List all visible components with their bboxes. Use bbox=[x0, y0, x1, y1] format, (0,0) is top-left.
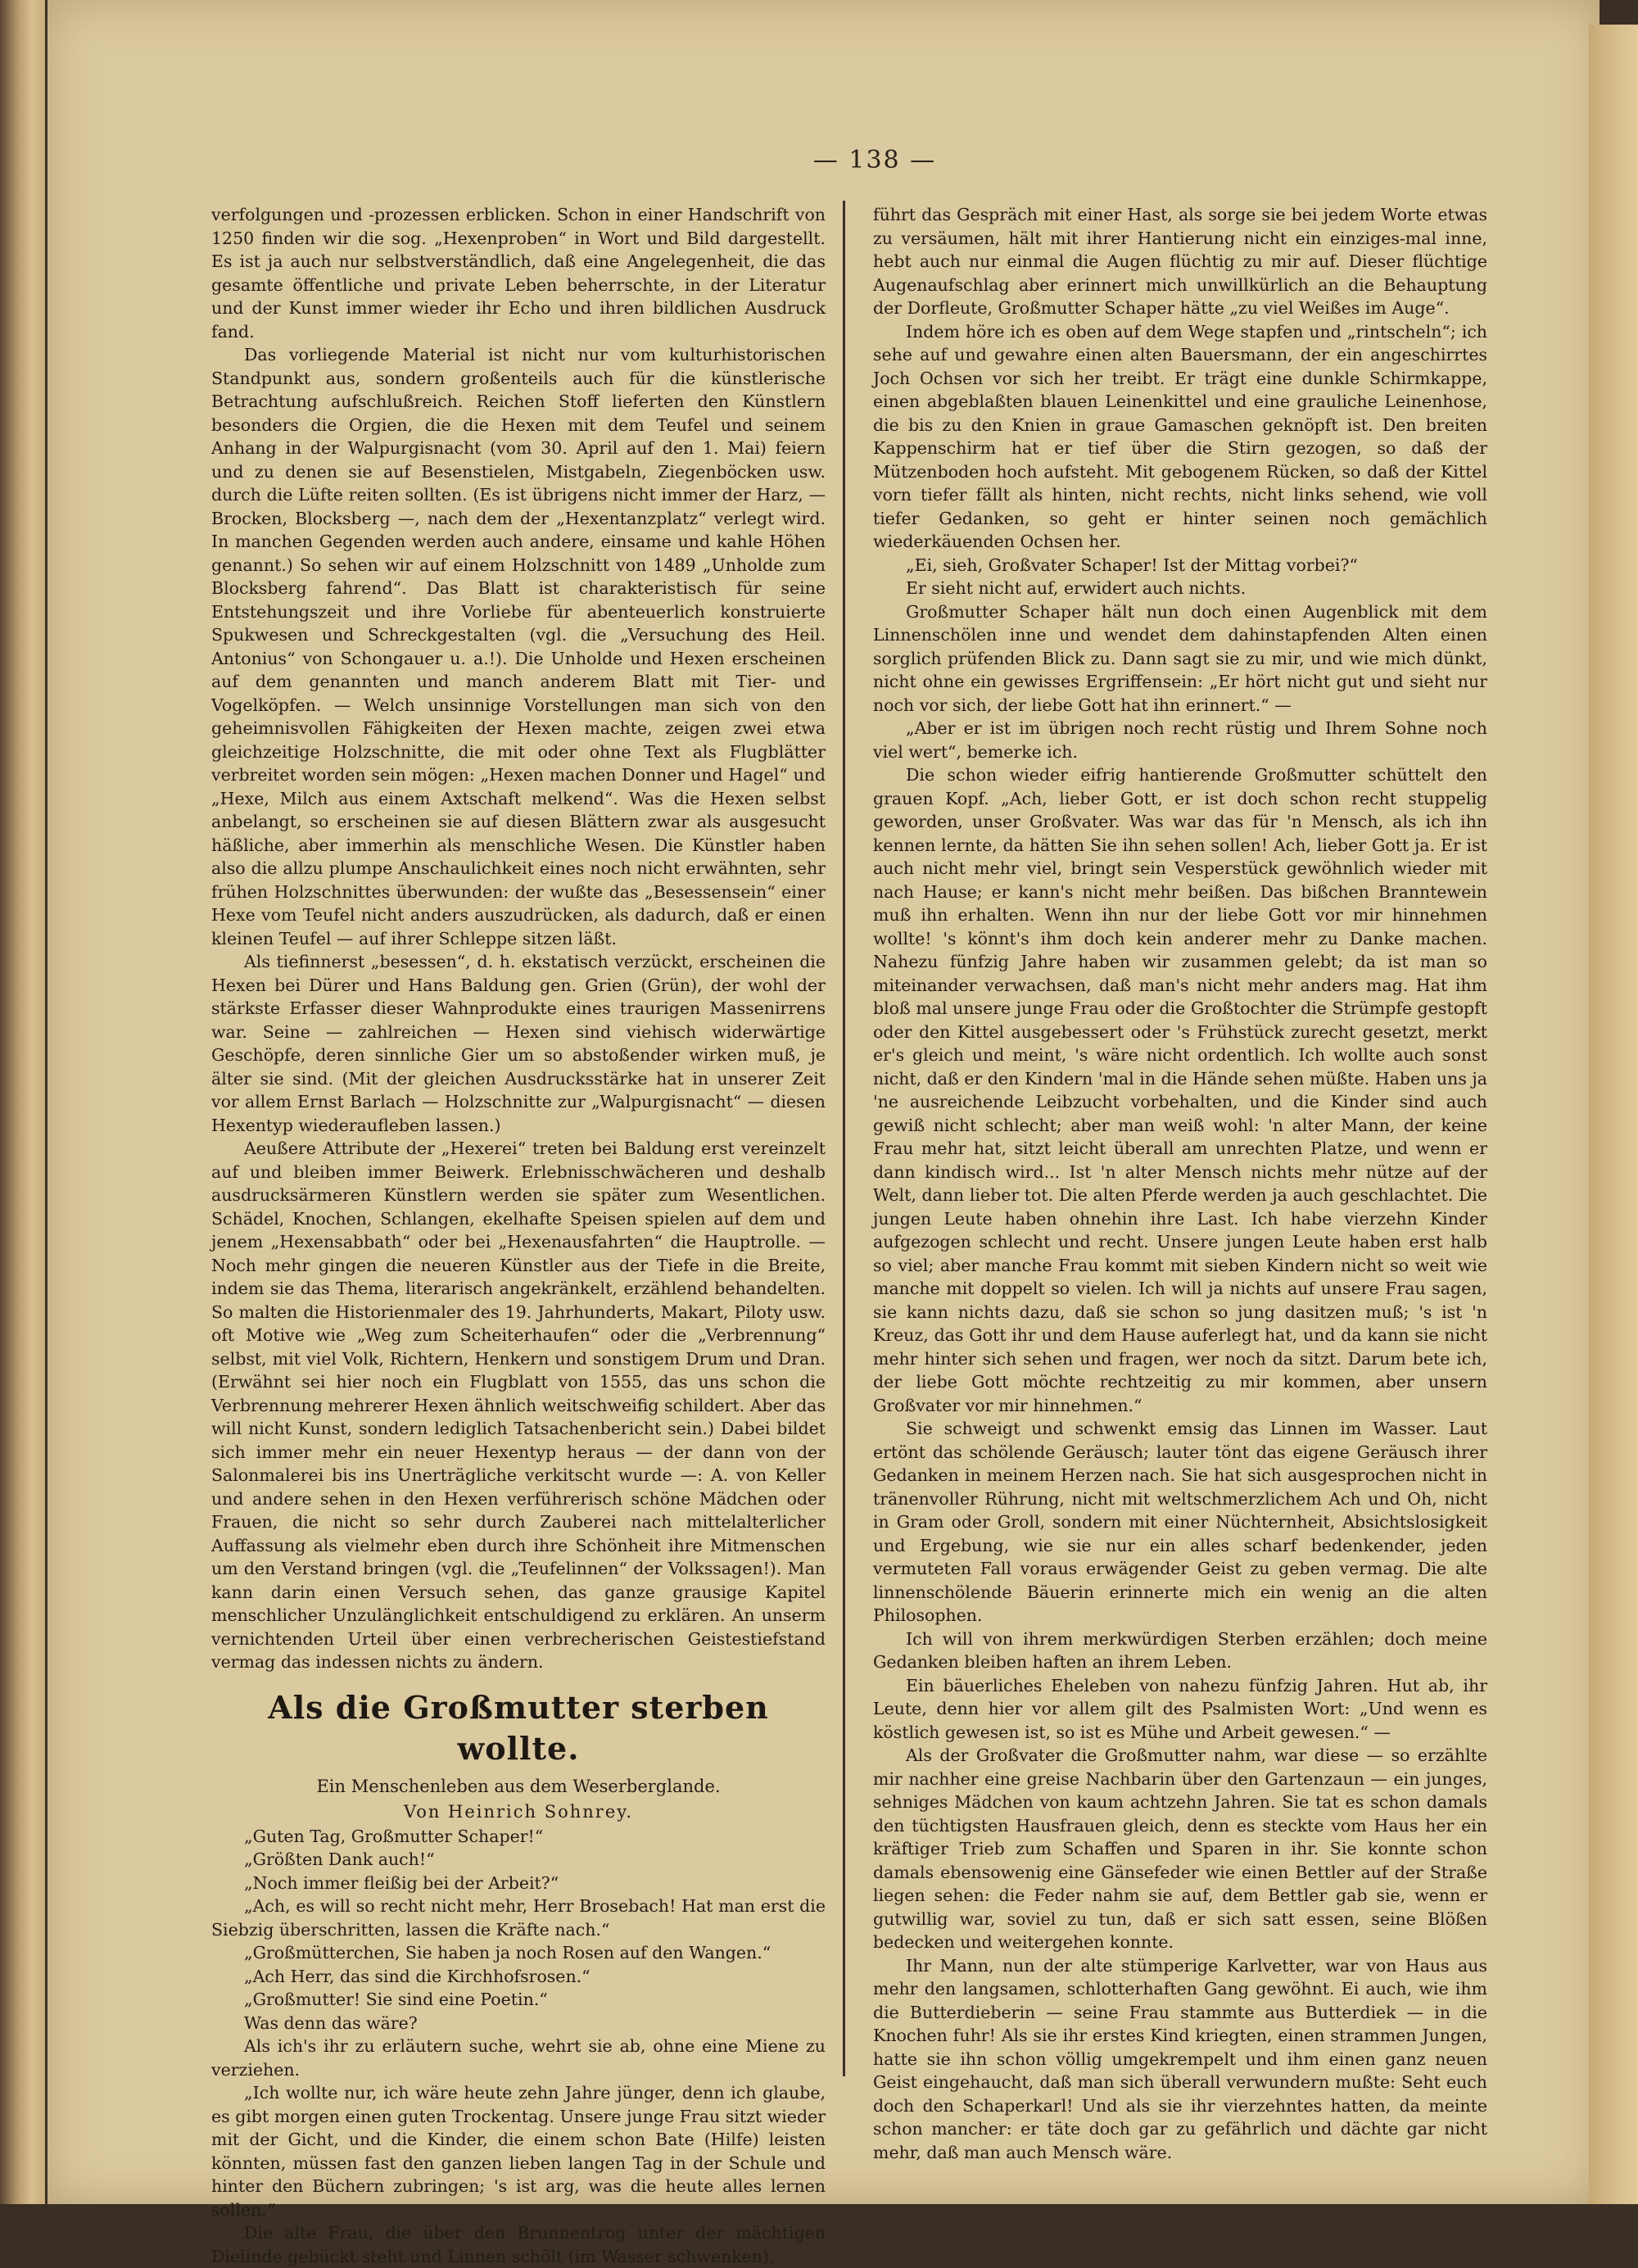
article-paragraph: verfolgungen und -prozessen erblicken. Schon in einer Handschrift von 1250 finden wir die sog. „Hexenproben“ in Wort und Bild dargestellt. Es ist ja auch nur selbstverständlich, daß eine Angelegenheit, die das gesamte öffentliche und private Leben beherrschte, in der Literatur und der Kunst immer wieder ihr Echo und ihren bildlichen Ausdruck fand. bbox=[211, 205, 826, 342]
dialogue-line: „Ach, es will so recht nicht mehr, Herr Brosebach! Hat man erst die Siebzig überschritten, lassen die Kräfte nach.“ bbox=[211, 1896, 826, 1940]
article-paragraph: Aeußere Attribute der „Hexerei“ treten bei Baldung erst vereinzelt auf und bleiben immer Beiwerk. Erlebnisschwächeren und deshalb ausdrucksärmeren Künstlern werden sie später zum Wesentlichen. Schädel, Knochen, Schlangen, ekelhafte Speisen spielen auf dem und jenem „Hexensabbath“ oder bei „Hexenausfahrten“ die Hauptrolle. — Noch mehr gingen die neueren Künstler aus der Tiefe in die Breite, indem sie das Thema, literarisch angekränkelt, erzählend behandelten. So malten die Historienmaler des 19. Jahrhunderts, Makart, Piloty usw. oft Motive wie „Weg zum Scheiterhaufen“ oder die „Verbrennung“ selbst, mit viel Volk, Richtern, Henkern und sonstigem Drum und Dran. (Erwähnt sei hier noch ein Flugblatt von 1555, das uns schon die Verbrennung mehrerer Hexen ähnlich weitschweifig schildert. Aber das will nicht Kunst, sondern lediglich Tatsachenbericht sein.) Dabei bildet sich immer mehr ein neuer Hexentyp heraus — der dann von der Salonmalerei bis ins Unerträgliche verkitscht wurde —: A. von Keller und andere sehen in den Hexen verführerisch schöne Mädchen oder Frauen, die nicht so sehr durch Zauberei nach mittelalterlicher Auffassung als vielmehr eben durch ihre Schönheit ihre Mitmenschen um den Verstand bringen (vgl. die „Teufelinnen“ der Volkssagen!). Man kann darin einen Versuch sehen, das ganze grausige Kapitel menschlicher Unzulänglichkeit entschuldigend zu erklären. An unserm vernichtenden Urteil über einen verbrecherischen Geistestiefstand vermag das indessen nichts zu ändern. bbox=[211, 1139, 826, 1672]
book-edge-right bbox=[1589, 25, 1638, 2204]
dialogue-line: „Noch immer fleißig bei der Arbeit?“ bbox=[244, 1872, 559, 1893]
left-column bbox=[211, 203, 826, 2268]
article-paragraph: Das vorliegende Material ist nicht nur vom kulturhistorischen Standpunkt aus, sondern großenteils auch für die künstlerische Betrachtung aufschlußreich. Reichen Stoff lieferten den Künstlern besonders die Orgien, die die Hexen mit dem Teufel und seinem Anhang in der Walpurgisnacht (vom 30. April auf den 1. Mai) feiern und zu denen sie auf Besenstielen, Mistgabeln, Ziegenböcken usw. durch die Lüfte reiten sollten. (Es ist übrigens nicht immer der Harz, — Brocken, Blocksberg —, nach dem der „Hexentanzplatz“ verlegt wird. In manchen Gegenden werden auch andere, einsame und kahle Höhen genannt.) So sehen wir auf einem Holzschnitt von 1489 „Unholde zum Blocksberg fahrend“. Das Blatt ist charakteristisch für seine Entstehungszeit und ihre Vorliebe für abenteuerlich konstruierte Spukwesen und Schreckgestalten (vgl. die „Versuchung des Heil. Antonius“ von Schongauer u. a.!). Die Unholde und Hexen erscheinen auf dem genannten und manch anderem Blatt mit Tier- und Vogelköpfen. — Welch unsinnige Vorstellungen man sich von den geheimnisvollen Fähigkeiten der Hexen machte, zeigen zwei etwa gleichzeitige Holzschnitte, die mit oder ohne Text als Flugblätter verbreitet worden sein mögen: „Hexen machen Donner und Hagel“ und „Hexe, Milch aus einem Axtschaft melkend“. Was die Hexen selbst anbelangt, so erscheinen sie auf diesen Blättern zwar als ausgesucht häßliche, aber immerhin als menschliche Wesen. Die Künstler haben also die allzu plumpe Anschaulichkeit eines noch nicht erwähnten, sehr frühen Holzschnittes überwunden: der wußte das „Besessensein“ einer Hexe vom Teufel nicht anders auszudrücken, als dadurch, daß er einen kleinen Teufel — auf ihrer Schleppe sitzen läßt. bbox=[211, 345, 826, 948]
story-paragraph: Er sieht nicht auf, erwidert auch nichts. bbox=[906, 578, 1247, 598]
story-paragraph: Sie schweigt und schwenkt emsig das Linnen im Wasser. Laut ertönt das schölende Geräusch; lauter tönt das eigene Geräusch ihrer Gedanken in meinem Herzen nach. Sie hat sich ausgesprochen nicht in tränenvoller Rührung, nicht mit weltschmerzlichem Ach und Oh, nicht in Gram oder Groll, sondern mit einer Nüchternheit, Absichtslosigkeit und Ergebung, wie sie nur ein alles scharf bedenkender, jeden vermuteten Fall voraus erwägender Geist zu geben vermag. Die alte linnenschölende Bäuerin erinnerte mich ein wenig an die alten Philosophen. bbox=[873, 1419, 1487, 1625]
story-paragraph: Die schon wieder eifrig hantierende Großmutter schüttelt den grauen Kopf. „Ach, lieber Gott, er ist doch schon recht stuppelig geworden, unser Großvater. Was war das für 'n Mensch, als ich ihn kennen lernte, da hätten Sie ihn sehen sollen! Ach, lieber Gott ja. Er ist auch nicht mehr viel, bringt sein Vesperstück gewöhnlich wieder mit nach Hause; er kann's nicht mehr beißen. Das bißchen Branntewein muß ihn erhalten. Wenn ihn nur der liebe Gott vor mir hinnehmen wollte! 's könnt's ihm doch kein anderer mehr zu Danke machen. Nahezu fünfzig Jahre haben wir zusammen gelebt; da ist man so miteinander verwachsen, daß man's nicht mehr anders mag. Hat ihm bloß mal unsere junge Frau oder die Großtochter die Strümpfe gestopft oder den Kittel ausgebessert oder 's Frühstück zurecht gesetzt, merkt er's gleich und meint, 's wäre nicht ordentlich. Ich wollte auch sonst nicht, daß er den Kindern 'mal in die Hände sehen müßte. Haben uns ja 'ne ausreichende Leibzucht vorbehalten, und die Kinder sind auch gewiß nicht schlecht; aber man weiß wohl: 'n alter Mann, der keine Frau mehr hat, sitzt leicht überall am unrechten Platze, und wenn er dann kindisch wird... Ist 'n alter Mensch nichts mehr nütze auf der Welt, dann lieber tot. Die alten Pferde werden ja auch geschlachtet. Die jungen Leute haben ohnehin ihre Last. Ich habe vierzehn Kinder aufgezogen schlecht und recht. Unsere jungen Leute haben erst halb so viel; aber manche Frau kommt mit sieben Kindern nicht so weit wie manche mit doppelt so vielen. Ich will ja nichts auf unsere Frau sagen, sie kann nichts dazu, daß sie schon so jung dasitzen muß; 's ist 'n Kreuz, das Gott ihr und dem Hause auferlegt hat, und da kann sie nicht mehr hinter sich sehen und fragen, wer noch da sitzt. Darum bete ich, der liebe Gott möchte rechtzeitig zu mir kommen, aber unsern Großvater vor mir hinnehmen.“ bbox=[873, 765, 1487, 1415]
dialogue-line: „Großmütterchen, Sie haben ja noch Rosen auf den Wangen.“ bbox=[244, 1943, 771, 1962]
story-paragraph: führt das Gespräch mit einer Hast, als sorge sie bei jedem Worte etwas zu versäumen, hält mit ihrer Hantierung nicht ein einziges-mal inne, hebt auch nur einmal die Augen flüchtig zu mir auf. Dieser flüchtige Augenaufschlag aber erinnert mich unwillkürlich an die Behauptung der Dorfleute, Großmutter Schaper hätte „zu viel Weißes im Auge“. bbox=[873, 205, 1487, 318]
page-number: — 138 — bbox=[812, 146, 937, 174]
dialogue-line: „Größten Dank auch!“ bbox=[244, 1849, 435, 1869]
story-paragraph: Großmutter Schaper hält nun doch einen Augenblick mit dem Linnenschölen inne und wendet dem dahinstapfenden Alten einen sorglich prüfenden Blick zu. Dann sagt sie zu mir, und wie mich dünkt, nicht ohne ein gewisses Ergriffensein: „Er hört nicht gut und sieht nur noch vor sich, der liebe Gott hat ihn erinnert.“ — bbox=[873, 601, 1487, 715]
story-paragraph: Ihr Mann, nun der alte stümperige Karlvetter, war von Haus aus mehr den langsamen, schlotterhaften Gang gewöhnt. Ei auch, wie ihm die Butterdieberin — seine Frau stammte aus Butterdiek — in die Knochen fuhr! Als sie ihr erstes Kind kriegten, einen strammen Jungen, hatte sie ihn schon völlig umgekrempelt und ihm einen ganz neuen Geist eingehaucht, daß man sich überall verwundern mußte: Seht euch doch den Schaperkarl! Und als sie ihr vierzehntes hatten, da meinte schon mancher: er täte doch gar zu gefährlich und dächte gar nicht mehr, daß man auch Mensch wäre. bbox=[873, 1955, 1487, 2162]
story-paragraph: Als der Großvater die Großmutter nahm, war diese — so erzählte mir nachher eine greise Nachbarin über den Gartenzaun — ein junges, sehniges Mädchen von kaum achtzehn Jahren. Sie tat es schon damals den tüchtigsten Hausfrauen gleich, denn es steckte vom Haus her ein kräftiger Trieb zum Schaffen und Sparen in ihr. Sie konnte schon damals ebensowenig eine Gänsefeder wie einen Bettler auf der Straße liegen sehen: die Feder nahm sie auf, dem Bettler gab sie, wenn er gutwillig war, soviel zu tun, daß er sich satt essen, seine Blößen bedecken und weitergehen konnte. bbox=[873, 1745, 1487, 1952]
dialogue-line: „Großmutter! Sie sind eine Poetin.“ bbox=[244, 1990, 548, 2009]
column-divider bbox=[843, 201, 845, 2076]
story-paragraph: Ich will von ihrem merkwürdigen Sterben erzählen; doch meine Gedanken bleiben haften an ihrem Leben. bbox=[873, 1628, 1487, 1672]
story-paragraph: „Ich wollte nur, ich wäre heute zehn Jahre jünger, denn ich glaube, es gibt morgen einen guten Trockentag. Unsere junge Frau sitzt wieder mit der Gicht, und die Kinder, die einem schon Bate (Hilfe) leisten könnten, müssen fast den ganzen lieben langen Tag in der Schule und hinter den Büchern zubringen; 's ist arg, was die heute alles lernen sollen.“ bbox=[211, 2083, 826, 2220]
story-title: Als die Großmutter sterben wollte. bbox=[268, 1688, 769, 1767]
story-paragraph: Die alte Frau, die über den Brunnentrog unter der mächtigen Dielinde gebückt steht und Linnen schölt (im Wasser schwenken), bbox=[211, 2223, 826, 2266]
dialogue-line: „Ach Herr, das sind die Kirchhofsrosen.“ bbox=[244, 1966, 590, 1986]
dialogue-line: Was denn das wäre? bbox=[244, 2012, 418, 2033]
story-paragraph: Als ich's ihr zu erläutern suche, wehrt sie ab, ohne eine Miene zu verziehen. bbox=[211, 2036, 826, 2080]
dialogue-line: „Guten Tag, Großmutter Schaper!“ bbox=[244, 1826, 544, 1846]
right-column bbox=[873, 203, 1487, 2164]
dialogue-line: „Ei, sieh, Großvater Schaper! Ist der Mittag vorbei?“ bbox=[906, 555, 1358, 575]
story-paragraph: Indem höre ich es oben auf dem Wege stapfen und „rintscheln“; ich sehe auf und gewahre einen alten Bauersmann, der ein angeschirrtes Joch Ochsen vor sich her treibt. Er trägt eine dunkle Schirmkappe, einen abgeblaßten blauen Leinenkittel und eine grauliche Leinenhose, die bis zu den Knien in graue Gamaschen geknöpft ist. Den breiten Kappenschirm hat er tief über die Stirn gezogen, so daß der Mützenboden hoch aufsteht. Mit gebogenem Rücken, so daß der Kittel vorn tiefer fällt als hinten, nicht rechts, nicht links sehend, wie voll tiefer Gedanken, so geht er hinter seinen noch gemächlich wiederkäuenden Ochsen her. bbox=[873, 321, 1487, 551]
dialogue-line: „Aber er ist im übrigen noch recht rüstig und Ihrem Sohne noch viel wert“, bemerke ich. bbox=[873, 718, 1487, 762]
story-author: Von Heinrich Sohnrey. bbox=[403, 1801, 634, 1822]
book-spine-left bbox=[0, 0, 45, 2204]
story-paragraph: Ein bäuerliches Eheleben von nahezu fünfzig Jahren. Hut ab, ihr Leute, denn hier vor allem gilt des Psalmisten Wort: „Und wenn es köstlich gewesen ist, so ist es Mühe und Arbeit gewesen.“ — bbox=[873, 1675, 1487, 1742]
story-subtitle: Ein Menschenleben aus dem Weserberglande. bbox=[316, 1776, 721, 1796]
article-paragraph: Als tiefinnerst „besessen“, d. h. ekstatisch verzückt, erscheinen die Hexen bei Dürer und Hans Baldung gen. Grien (Grün), der wohl der stärkste Erfasser dieser Wahnprodukte eines traurigen Massenirrens war. Seine — zahlreichen — Hexen sind viehisch widerwärtige Geschöpfe, deren sinnliche Gier um so abstoßender wirken muß, je älter sie sind. (Mit der gleichen Ausdrucksstärke hat in unserer Zeit vor allem Ernst Barlach — Holzschnitte zur „Walpurgisnacht“ — diesen Hexentyp wiederaufleben lassen.) bbox=[211, 952, 826, 1135]
